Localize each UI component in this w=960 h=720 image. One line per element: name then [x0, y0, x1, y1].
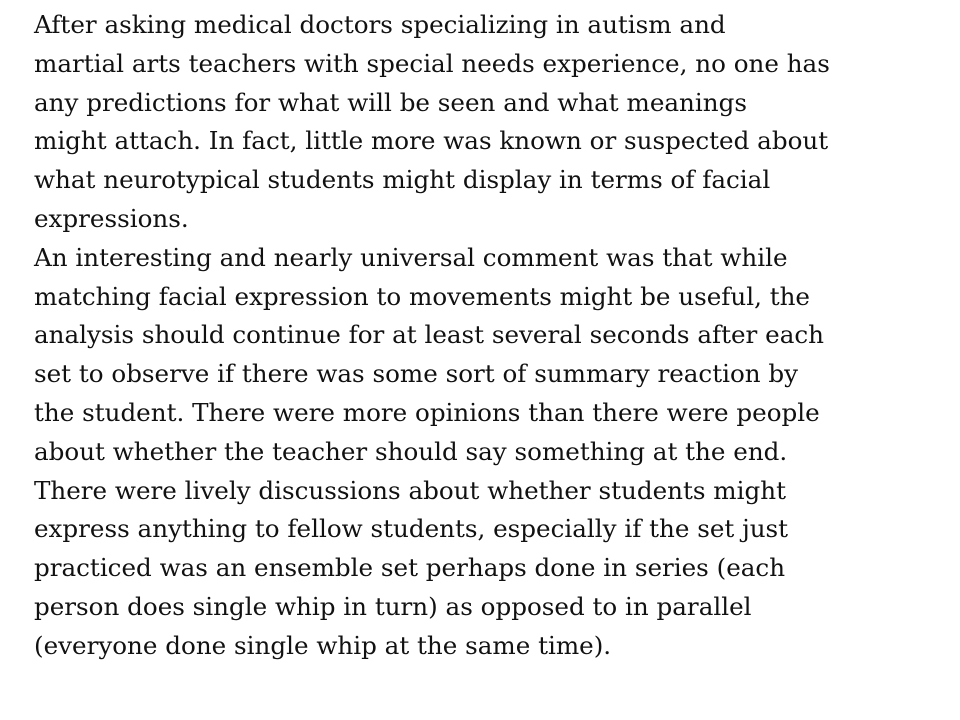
text-line-17: (everyone done single whip at the same time).: [34, 630, 612, 660]
text-line-2: martial arts teachers with special needs experience, no one has: [34, 48, 830, 78]
text-line-9: analysis should continue for at least several seconds after each: [34, 320, 824, 350]
body-text: [34, 6, 944, 666]
text-line-16: person does single whip in turn) as opposed to in parallel: [34, 591, 752, 621]
text-line-1: After asking medical doctors specializing in autism and: [34, 10, 726, 39]
text-line-14: express anything to fellow students, especially if the set just: [34, 514, 789, 544]
text-line-8: matching facial expression to movements might be useful, the: [34, 281, 810, 311]
text-line-11: the student. There were more opinions than there were people: [34, 397, 820, 427]
text-line-13: There were lively discussions about whether students might: [34, 475, 786, 505]
text-line-15: practiced was an ensemble set perhaps done in series (each: [34, 553, 786, 583]
text-line-4: might attach. In fact, little more was known or suspected about: [34, 126, 829, 156]
text-line-6: expressions.: [34, 203, 189, 233]
text-line-3: any predictions for what will be seen and what meanings: [34, 87, 747, 117]
text-line-7: An interesting and nearly universal comment was that while: [34, 242, 788, 272]
text-line-5: what neurotypical students might display in terms of facial: [34, 165, 771, 195]
text-line-10: set to observe if there was some sort of summary reaction by: [34, 359, 799, 389]
text-line-12: about whether the teacher should say something at the end.: [34, 436, 788, 466]
